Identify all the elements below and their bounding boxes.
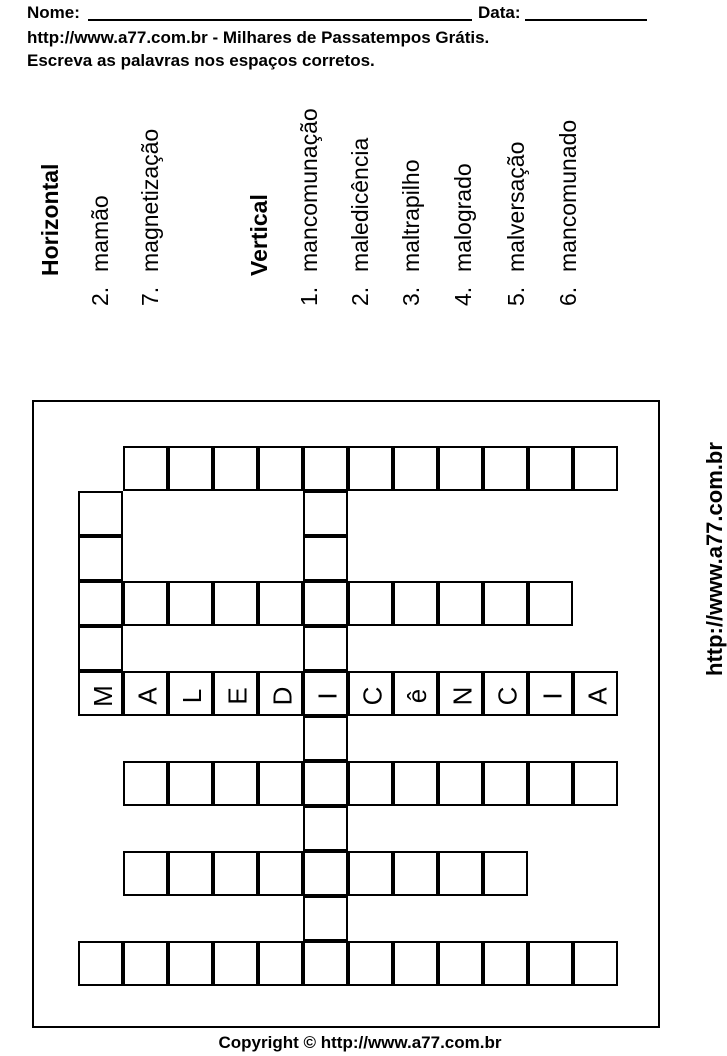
- grid-letter-text: N: [447, 686, 478, 705]
- clue-h-1-number: 2.: [87, 286, 113, 306]
- grid-cell[interactable]: [213, 446, 258, 491]
- date-label: Data:: [478, 3, 521, 22]
- grid-letter-text: I: [312, 691, 343, 700]
- grid-cell[interactable]: [78, 626, 123, 671]
- grid-cell[interactable]: [528, 671, 573, 716]
- grid-letter-text: A: [582, 686, 613, 705]
- grid-cell[interactable]: [168, 446, 213, 491]
- grid-cell[interactable]: [348, 941, 393, 986]
- grid-cell[interactable]: [483, 761, 528, 806]
- grid-cell[interactable]: [168, 941, 213, 986]
- grid-cell[interactable]: [348, 851, 393, 896]
- grid-letter-text: I: [537, 691, 568, 700]
- grid-cell[interactable]: [303, 806, 348, 851]
- clue-h-2-number: 7.: [137, 286, 163, 306]
- grid-cell[interactable]: [123, 671, 168, 716]
- grid-cell[interactable]: [573, 446, 618, 491]
- grid-cell[interactable]: [213, 671, 258, 716]
- grid-cell[interactable]: [393, 446, 438, 491]
- grid-cell[interactable]: [78, 491, 123, 536]
- grid-cell[interactable]: [258, 581, 303, 626]
- grid-cell[interactable]: [303, 446, 348, 491]
- grid-cell[interactable]: [483, 851, 528, 896]
- grid-cell[interactable]: [303, 896, 348, 941]
- grid-letter-text: C: [492, 686, 523, 705]
- clue-v-5-number: 5.: [503, 286, 529, 306]
- grid-cell[interactable]: [303, 536, 348, 581]
- grid-cell[interactable]: [528, 941, 573, 986]
- grid-cell[interactable]: [438, 446, 483, 491]
- grid-cell[interactable]: [213, 851, 258, 896]
- grid-letter-text: L: [177, 688, 208, 703]
- grid-letter-text: M: [87, 684, 118, 707]
- clue-v-3-word: maltrapilho: [398, 159, 424, 272]
- grid-cell[interactable]: [348, 581, 393, 626]
- grid-cell[interactable]: [78, 941, 123, 986]
- grid-cell[interactable]: [303, 716, 348, 761]
- grid-cell[interactable]: [393, 581, 438, 626]
- grid-cell[interactable]: [303, 491, 348, 536]
- grid-cell[interactable]: [348, 446, 393, 491]
- grid-cell[interactable]: [78, 536, 123, 581]
- clue-v-5-word: malversação: [503, 141, 529, 272]
- grid-letter: [170, 673, 215, 718]
- grid-letter: [575, 673, 620, 718]
- grid-letter: [350, 673, 395, 718]
- grid-cell[interactable]: [438, 581, 483, 626]
- grid-cell[interactable]: [303, 626, 348, 671]
- grid-cell[interactable]: [303, 761, 348, 806]
- horizontal-title: Horizontal: [37, 163, 63, 276]
- grid-cell[interactable]: [213, 941, 258, 986]
- grid-cell[interactable]: [258, 851, 303, 896]
- grid-cell[interactable]: [303, 581, 348, 626]
- grid-cell[interactable]: [348, 671, 393, 716]
- grid-letter-text: ê: [402, 688, 433, 703]
- grid-cell[interactable]: [393, 851, 438, 896]
- grid-cell[interactable]: [258, 671, 303, 716]
- grid-cell[interactable]: [123, 446, 168, 491]
- grid-cell[interactable]: [303, 941, 348, 986]
- grid-letter: [485, 673, 530, 718]
- grid-cell[interactable]: [123, 851, 168, 896]
- grid-cell[interactable]: [438, 671, 483, 716]
- grid-cell[interactable]: [78, 671, 123, 716]
- instructions: Escreva as palavras nos espaços corretos.: [27, 51, 375, 70]
- clue-v-4-word: malogrado: [450, 163, 476, 272]
- vertical-title: Vertical: [246, 194, 272, 276]
- grid-letter: [125, 673, 170, 718]
- grid-letter-text: D: [267, 686, 298, 705]
- grid-cell[interactable]: [258, 941, 303, 986]
- grid-letter-text: C: [357, 686, 388, 705]
- grid-cell[interactable]: [438, 941, 483, 986]
- grid-cell[interactable]: [393, 761, 438, 806]
- grid-cell[interactable]: [573, 761, 618, 806]
- side-url: http://www.a77.com.br: [702, 442, 727, 676]
- grid-cell[interactable]: [393, 941, 438, 986]
- grid-cell[interactable]: [528, 581, 573, 626]
- copyright: Copyright © http://www.a77.com.br: [218, 1033, 502, 1052]
- grid-cell[interactable]: [528, 761, 573, 806]
- grid-cell[interactable]: [483, 941, 528, 986]
- clue-v-3-number: 3.: [398, 286, 424, 306]
- grid-cell[interactable]: [123, 581, 168, 626]
- grid-cell[interactable]: [303, 851, 348, 896]
- clue-v-4-number: 4.: [450, 286, 476, 306]
- grid-cell[interactable]: [258, 446, 303, 491]
- name-label: Nome:: [27, 3, 80, 22]
- clue-h-1-word: mamão: [87, 195, 113, 272]
- clue-v-1-number: 1.: [296, 286, 322, 306]
- grid-cell[interactable]: [168, 671, 213, 716]
- grid-cell[interactable]: [483, 446, 528, 491]
- grid-cell[interactable]: [483, 671, 528, 716]
- grid-cell[interactable]: [168, 761, 213, 806]
- site-line: http://www.a77.com.br - Milhares de Passatempos Grátis.: [27, 28, 490, 47]
- grid-letter: [440, 673, 485, 718]
- grid-letter: [530, 673, 575, 718]
- grid-cell[interactable]: [123, 761, 168, 806]
- grid-cell[interactable]: [348, 761, 393, 806]
- grid-cell[interactable]: [438, 851, 483, 896]
- grid-cell[interactable]: [393, 671, 438, 716]
- clue-v-6-number: 6.: [555, 286, 581, 306]
- grid-cell[interactable]: [438, 761, 483, 806]
- grid-letter: [215, 673, 260, 718]
- clue-v-2-number: 2.: [347, 286, 373, 306]
- grid-cell[interactable]: [573, 671, 618, 716]
- grid-cell[interactable]: [528, 446, 573, 491]
- grid-cell[interactable]: [213, 761, 258, 806]
- grid-letter: [80, 673, 125, 718]
- grid-cell[interactable]: [483, 581, 528, 626]
- grid-letter: [260, 673, 305, 718]
- grid-letter: [305, 673, 350, 718]
- grid-letter: [395, 673, 440, 718]
- grid-cell[interactable]: [258, 761, 303, 806]
- clue-h-2-word: magnetização: [137, 128, 163, 272]
- grid-cell[interactable]: [168, 851, 213, 896]
- grid-letter-text: E: [222, 686, 253, 705]
- clue-v-1-word: mancomunação: [296, 108, 322, 272]
- grid-cell[interactable]: [303, 671, 348, 716]
- grid-cell[interactable]: [123, 941, 168, 986]
- clue-v-6-word: mancomunado: [555, 119, 581, 272]
- clue-v-2-word: maledicência: [347, 137, 373, 272]
- grid-cell[interactable]: [213, 581, 258, 626]
- grid-cell[interactable]: [168, 581, 213, 626]
- grid-cell[interactable]: [573, 941, 618, 986]
- grid-letter-text: A: [132, 686, 163, 705]
- grid-cell[interactable]: [78, 581, 123, 626]
